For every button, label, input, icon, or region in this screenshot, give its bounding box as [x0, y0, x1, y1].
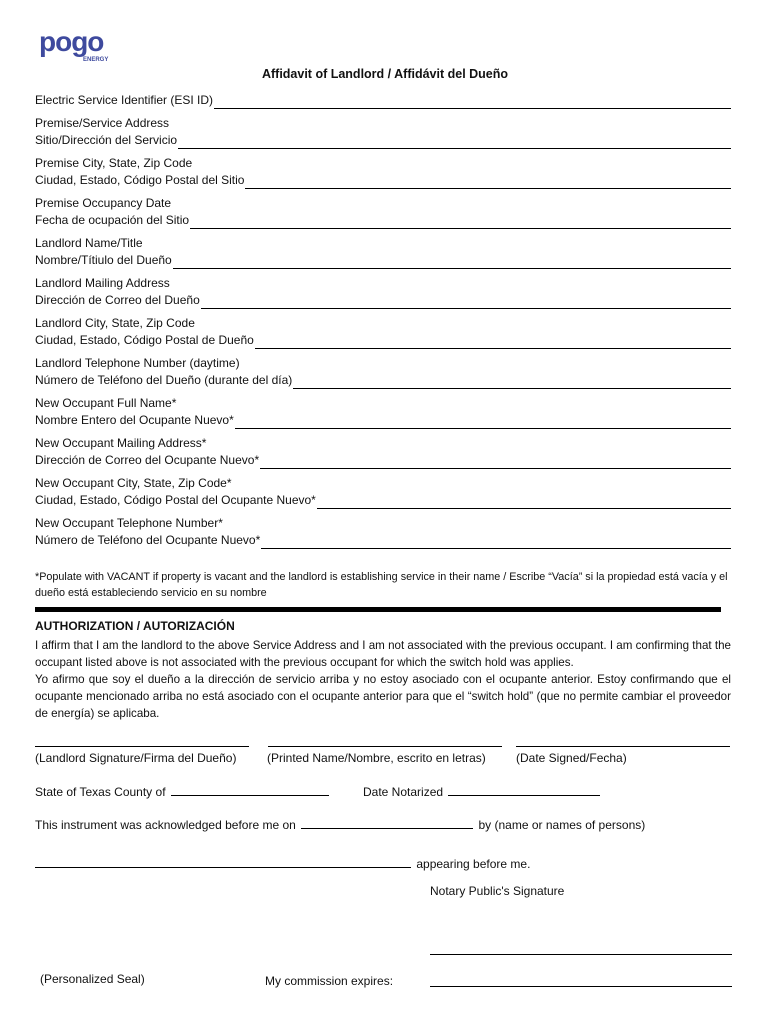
form-field-row [35, 235, 731, 252]
form-field-blank[interactable] [317, 496, 731, 509]
by-persons-label: by (name or names of persons) [478, 818, 646, 832]
form-field [35, 315, 731, 349]
form-field-blank[interactable] [235, 416, 731, 429]
form-field [35, 275, 731, 309]
personalized-seal-label: (Personalized Seal) [40, 972, 145, 986]
form-field-label: Nombre/Títiulo del Dueño [35, 253, 172, 267]
form-field-row [35, 332, 731, 349]
form-field-label: Dirección de Correo del Ocupante Nuevo* [35, 453, 260, 467]
form-field-label: New Occupant Mailing Address* [35, 436, 207, 450]
form-field [35, 195, 731, 229]
form-field-label: New Occupant City, State, Zip Code* [35, 476, 232, 490]
form-field-row [35, 115, 731, 132]
form-field-row [35, 132, 731, 149]
form-field-row [35, 435, 731, 452]
form-field-label: Premise Occupancy Date [35, 196, 172, 210]
date-notarized-field[interactable] [448, 784, 600, 796]
form-field-row [35, 155, 731, 172]
landlord-signature-line[interactable] [35, 738, 249, 747]
acknowledged-label: This instrument was acknowledged before me on [35, 818, 296, 832]
form-field-label: Número de Teléfono del Dueño (durante del día) [35, 373, 293, 387]
section-divider [35, 607, 721, 612]
form-field-label: Ciudad, Estado, Código Postal del Ocupante Nuevo* [35, 493, 316, 507]
form-field [35, 475, 731, 509]
form-field-row [35, 315, 731, 332]
form-field-label: Dirección de Correo del Dueño [35, 293, 200, 307]
form-field-row [35, 172, 731, 189]
form-field-row [35, 452, 731, 469]
form-field-label: Landlord Mailing Address [35, 276, 170, 290]
form-field-row [35, 492, 731, 509]
authorization-heading: AUTHORIZATION / AUTORIZACIÓN [35, 619, 235, 633]
date-signed-label: (Date Signed/Fecha) [516, 751, 627, 765]
form-field-blank[interactable] [245, 176, 731, 189]
form-field-row [35, 515, 731, 532]
document-title: Affidavit of Landlord / Affidávit del Dueño [261, 67, 509, 81]
form-field-label: Electric Service Identifier (ESI ID) [35, 93, 214, 107]
form-field-label: Premise/Service Address [35, 116, 170, 130]
pogo-energy-logo [38, 28, 126, 64]
form-field-blank[interactable] [261, 536, 731, 549]
form-field [35, 515, 731, 549]
form-field-label: Ciudad, Estado, Código Postal de Dueño [35, 333, 254, 347]
form-field-row [35, 292, 731, 309]
form-field [35, 155, 731, 189]
form-field-blank[interactable] [201, 296, 731, 309]
form-field-blank[interactable] [173, 256, 731, 269]
form-field-label: New Occupant Telephone Number* [35, 516, 223, 530]
form-field-label: Landlord City, State, Zip Code [35, 316, 195, 330]
appearing-label: appearing before me. [416, 857, 531, 871]
notary-signature-label: Notary Public's Signature [430, 884, 565, 898]
logo-subtext: ENERGY [83, 57, 109, 63]
form-field-label: Landlord Telephone Number (daytime) [35, 356, 240, 370]
form-field [35, 115, 731, 149]
form-field-row [35, 92, 731, 109]
form-field-label: Premise City, State, Zip Code [35, 156, 193, 170]
form-field-row [35, 252, 731, 269]
landlord-signature-label: (Landlord Signature/Firma del Dueño) [35, 751, 237, 765]
persons-name-field[interactable] [35, 856, 411, 868]
vacant-footnote: *Populate with VACANT if property is vacant and the landlord is establishing service in their name / Escribe “Vacía” si la propiedad está vacía y el dueño está estableciendo servicio en su nombre [35, 571, 728, 599]
form-field [35, 435, 731, 469]
form-fields [35, 92, 731, 555]
date-signed-line[interactable] [516, 738, 730, 747]
form-field-label: Landlord Name/Title [35, 236, 143, 250]
form-field-row [35, 412, 731, 429]
form-field-blank[interactable] [178, 136, 731, 149]
form-field-row [35, 532, 731, 549]
form-field-blank[interactable] [293, 376, 731, 389]
form-field-blank[interactable] [214, 96, 731, 109]
state-county-label: State of Texas County of [35, 785, 166, 799]
form-field [35, 355, 731, 389]
commission-expires-line[interactable] [430, 978, 732, 987]
commission-expires-label: My commission expires: [265, 974, 394, 988]
county-field[interactable] [171, 784, 329, 796]
acknowledged-row [35, 817, 645, 832]
form-field-label: Sitio/Dirección del Servicio [35, 133, 178, 147]
form-field-row [35, 395, 731, 412]
appearing-row [35, 856, 530, 871]
authorization-english: I affirm that I am the landlord to the above Service Address and I am not associated with the previous occupant. I am confirming that the occupant listed above is not associated with the previous occupant for which the switch hold was applies. [35, 639, 731, 669]
printed-name-line[interactable] [268, 738, 502, 747]
date-notarized-row [363, 784, 602, 799]
form-field-row [35, 355, 731, 372]
date-notarized-label: Date Notarized [363, 785, 444, 799]
form-field-row [35, 212, 731, 229]
form-field-blank[interactable] [260, 456, 731, 469]
form-field-blank[interactable] [190, 216, 731, 229]
form-field-row [35, 195, 731, 212]
authorization-text [35, 637, 731, 722]
form-field-row [35, 475, 731, 492]
form-field [35, 92, 731, 109]
form-field-label: Ciudad, Estado, Código Postal del Sitio [35, 173, 245, 187]
authorization-spanish: Yo afirmo que soy el dueño a la dirección de servicio arriba y no estoy asociado con el ocupante anterior. Estoy confirmando que el ocupante mencionado arriba no está asociado con el ocupante anterior para que el “switch hold” (que no permite cambiar el proveedor de energía) se aplicaba. [35, 673, 731, 720]
form-field-blank[interactable] [255, 336, 731, 349]
form-field [35, 235, 731, 269]
form-field-label: Nombre Entero del Ocupante Nuevo* [35, 413, 234, 427]
logo-text: pogo [39, 28, 104, 57]
form-field-row [35, 275, 731, 292]
form-field-label: Fecha de ocupación del Sitio [35, 213, 190, 227]
form-field-row [35, 372, 731, 389]
state-county-row [35, 784, 331, 799]
notary-signature-line[interactable] [430, 946, 732, 955]
printed-name-label: (Printed Name/Nombre, escrito en letras) [267, 751, 486, 765]
form-field [35, 395, 731, 429]
form-field-label: New Occupant Full Name* [35, 396, 177, 410]
form-field-label: Número de Teléfono del Ocupante Nuevo* [35, 533, 261, 547]
acknowledged-date-field[interactable] [301, 817, 473, 829]
